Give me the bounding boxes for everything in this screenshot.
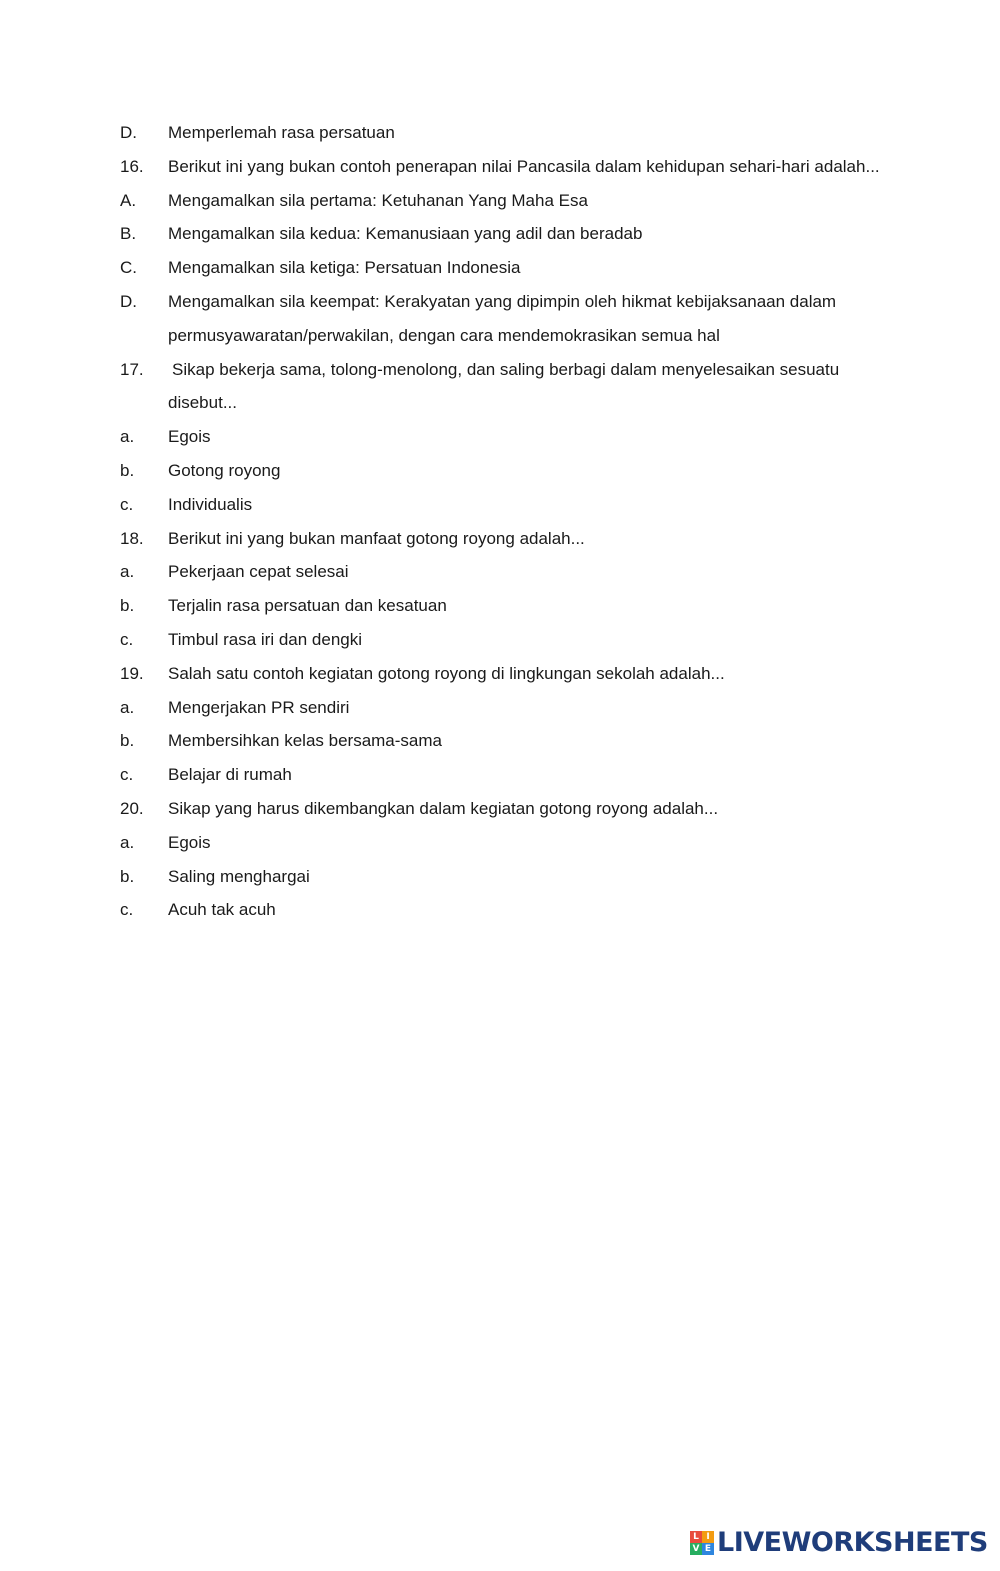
question-text: Berikut ini yang bukan manfaat gotong royong adalah... — [168, 528, 585, 548]
question-text: Berikut ini yang bukan contoh penerapan nilai Pancasila dalam kehidupan sehari-hari adalah... — [168, 156, 880, 176]
option-text: Mengamalkan sila ketiga: Persatuan Indonesia — [168, 258, 521, 278]
option-text: Mengerjakan PR sendiri — [168, 697, 350, 717]
question-text: Sikap yang harus dikembangkan dalam kegiatan gotong royong adalah... — [168, 798, 719, 818]
option-text: Gotong royong — [168, 460, 281, 480]
option-text: Egois — [168, 427, 211, 447]
worksheet-line — [120, 488, 920, 522]
question-number: 20. — [120, 798, 144, 818]
worksheet-line — [120, 623, 920, 657]
worksheet-line — [120, 217, 920, 251]
question-number: 18. — [120, 528, 144, 548]
option-marker: a. — [120, 427, 135, 447]
option-marker: b. — [120, 460, 135, 480]
option-text: Individualis — [168, 494, 253, 514]
option-text: Egois — [168, 832, 211, 852]
worksheet-line — [120, 589, 920, 623]
option-text: Mengamalkan sila pertama: Ketuhanan Yang Maha Esa — [168, 190, 588, 210]
liveworksheets-logo-text: LIVEWORKSHEETS — [717, 1527, 988, 1558]
option-text: Mengamalkan sila keempat: Kerakyatan yang dipimpin oleh hikmat kebijaksanaan dalam — [168, 291, 837, 311]
logo-cell-e: E — [702, 1543, 714, 1555]
item-text: Memperlemah rasa persatuan — [168, 123, 395, 142]
option-marker: b. — [120, 731, 135, 751]
option-marker: C. — [120, 258, 137, 278]
question-number: 17. — [120, 359, 144, 379]
worksheet-line — [120, 893, 920, 927]
worksheet-line — [120, 386, 920, 420]
logo-cell-l: L — [690, 1531, 702, 1543]
option-text: Belajar di rumah — [168, 765, 292, 785]
option-marker: D. — [120, 291, 137, 311]
worksheet-line — [120, 116, 920, 150]
question-text-continuation: disebut... — [168, 393, 237, 413]
option-marker: c. — [120, 765, 134, 785]
option-text: Pekerjaan cepat selesai — [168, 562, 349, 582]
question-number: 16. — [120, 156, 144, 176]
option-marker: a. — [120, 832, 135, 852]
option-marker: b. — [120, 866, 135, 886]
worksheet-line — [120, 251, 920, 285]
option-text: Terjalin rasa persatuan dan kesatuan — [168, 596, 447, 616]
worksheet-line — [120, 555, 920, 589]
worksheet-line — [120, 285, 920, 319]
option-marker: B. — [120, 224, 137, 244]
worksheet-line — [120, 826, 920, 860]
worksheet-line — [120, 691, 920, 725]
worksheet-line — [120, 184, 920, 218]
option-text: Acuh tak acuh — [168, 900, 276, 920]
option-marker: c. — [120, 494, 134, 514]
question-text: Salah satu contoh kegiatan gotong royong di lingkungan sekolah adalah... — [168, 663, 725, 683]
item-marker: D. — [120, 123, 137, 142]
option-marker: c. — [120, 629, 134, 649]
option-text-continuation: permusyawaratan/perwakilan, dengan cara mendemokrasikan semua hal — [168, 325, 720, 345]
worksheet-line — [120, 420, 920, 454]
worksheet-line — [120, 657, 920, 691]
option-text: Saling menghargai — [168, 866, 310, 886]
liveworksheets-logo[interactable] — [690, 1528, 988, 1558]
option-text: Mengamalkan sila kedua: Kemanusiaan yang adil dan beradab — [168, 224, 643, 244]
logo-cell-v: V — [690, 1543, 702, 1555]
question-number: 19. — [120, 663, 144, 683]
worksheet-lines — [120, 116, 920, 927]
worksheet-line — [120, 454, 920, 488]
option-marker: A. — [120, 190, 137, 210]
worksheet-line — [120, 860, 920, 894]
worksheet-line — [120, 353, 920, 387]
logo-cell-i: I — [702, 1531, 714, 1543]
option-text: Membersihkan kelas bersama-sama — [168, 731, 442, 751]
option-marker: a. — [120, 562, 135, 582]
option-marker: c. — [120, 900, 134, 920]
option-marker: b. — [120, 596, 135, 616]
worksheet-line — [120, 792, 920, 826]
worksheet-line — [120, 758, 920, 792]
worksheet-line — [120, 724, 920, 758]
question-text: Sikap bekerja sama, tolong-menolong, dan saling berbagi dalam menyelesaikan sesuatu — [172, 359, 840, 379]
worksheet-line — [120, 150, 920, 184]
option-marker: a. — [120, 697, 135, 717]
liveworksheets-logo-icon — [690, 1531, 714, 1555]
worksheet-line — [120, 522, 920, 556]
worksheet-line — [120, 319, 920, 353]
option-text: Timbul rasa iri dan dengki — [168, 629, 363, 649]
